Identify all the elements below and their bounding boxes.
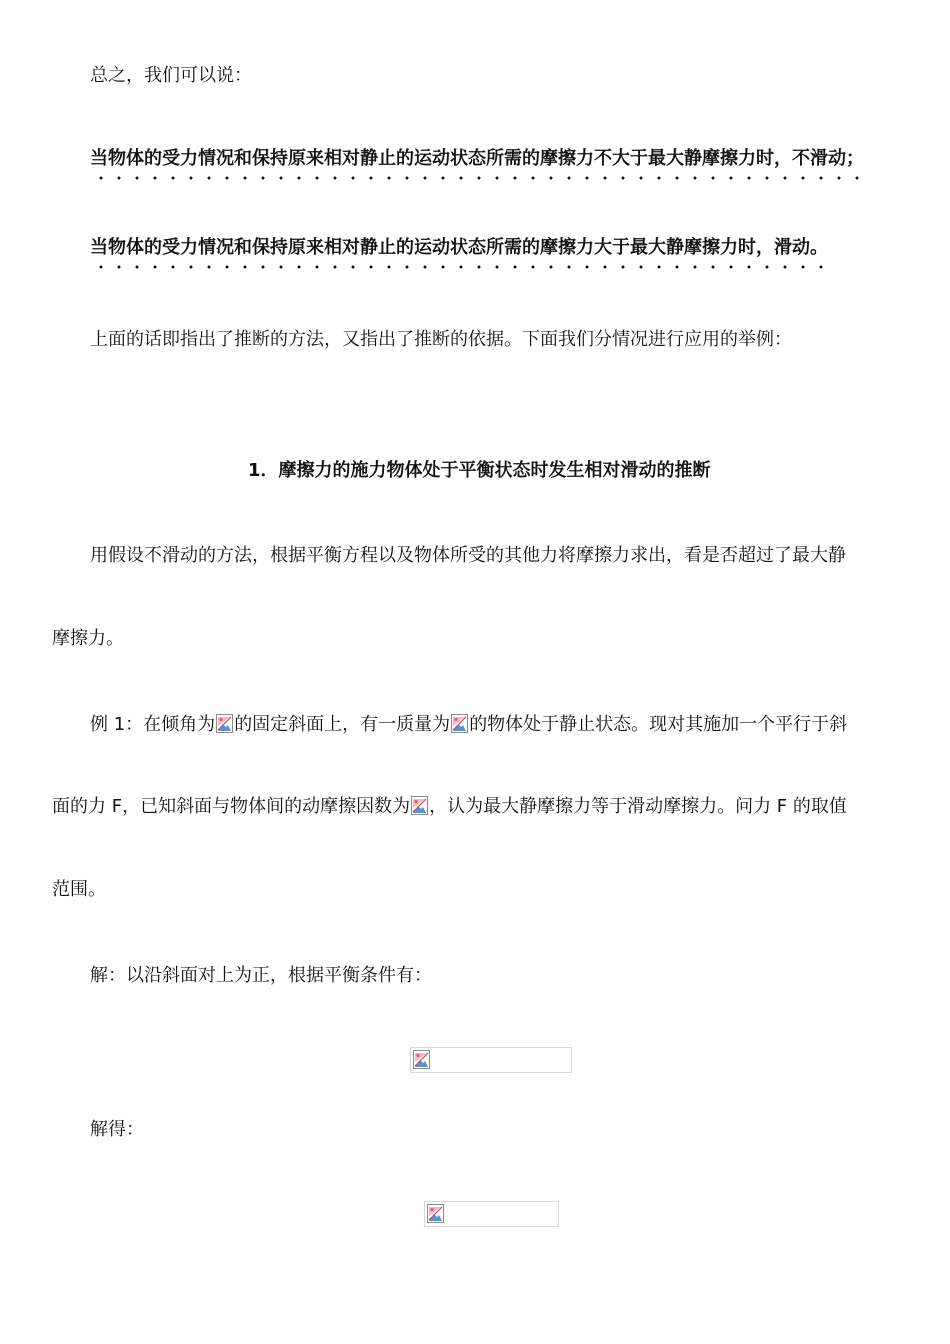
solved-label: 解得： [90, 1119, 144, 1140]
example-line-1-text-b: 的固定斜面上，有一质量为 [234, 714, 451, 735]
solution-intro: 解：以沿斜面对上为正，根据平衡条件有： [90, 965, 432, 986]
method-paragraph-line-1: 用假设不滑动的方法，根据平衡方程以及物体所受的其他力将摩擦力求出，看是否超过了最大静 [90, 545, 846, 566]
summary-intro: 总之，我们可以说： [90, 65, 252, 86]
broken-image-icon [427, 1204, 444, 1223]
result-formula-image [424, 1201, 559, 1227]
example-line-2 [52, 795, 847, 819]
method-paragraph-line-2: 摩擦力。 [52, 628, 124, 649]
method-note: 上面的话即指出了推断的方法，又指出了推断的依据。下面我们分情况进行应用的举例： [90, 329, 792, 350]
example-line-2-text-b: ，认为最大静摩擦力等于滑动摩擦力。问力 F 的取值 [429, 796, 847, 817]
broken-image-icon [413, 1050, 430, 1069]
bold-rule-slide: 当物体的受力情况和保持原来相对静止的运动状态所需的摩擦力大于最大静摩擦力时，滑动。 [90, 236, 828, 270]
example-line-3: 范围。 [52, 879, 106, 900]
example-line-2-text-a: 面的力 F，已知斜面与物体间的动摩擦因数为 [52, 796, 411, 817]
example-line-1 [90, 713, 847, 737]
friction-coefficient-image-icon [411, 796, 428, 815]
example-line-1-text-a: 例 1：在倾角为 [90, 714, 216, 735]
bold-rule-no-slide: 当物体的受力情况和保持原来相对静止的运动状态所需的摩擦力不大于最大静摩擦力时，不滑动； [90, 147, 864, 181]
example-line-1-text-c: 的物体处于静止状态。现对其施加一个平行于斜 [469, 714, 848, 735]
equilibrium-formula-image [410, 1047, 572, 1073]
mass-image-icon [451, 714, 468, 733]
section-heading: 1．摩擦力的施力物体处于平衡状态时发生相对滑动的推断 [248, 460, 711, 481]
angle-image-icon [216, 714, 233, 733]
